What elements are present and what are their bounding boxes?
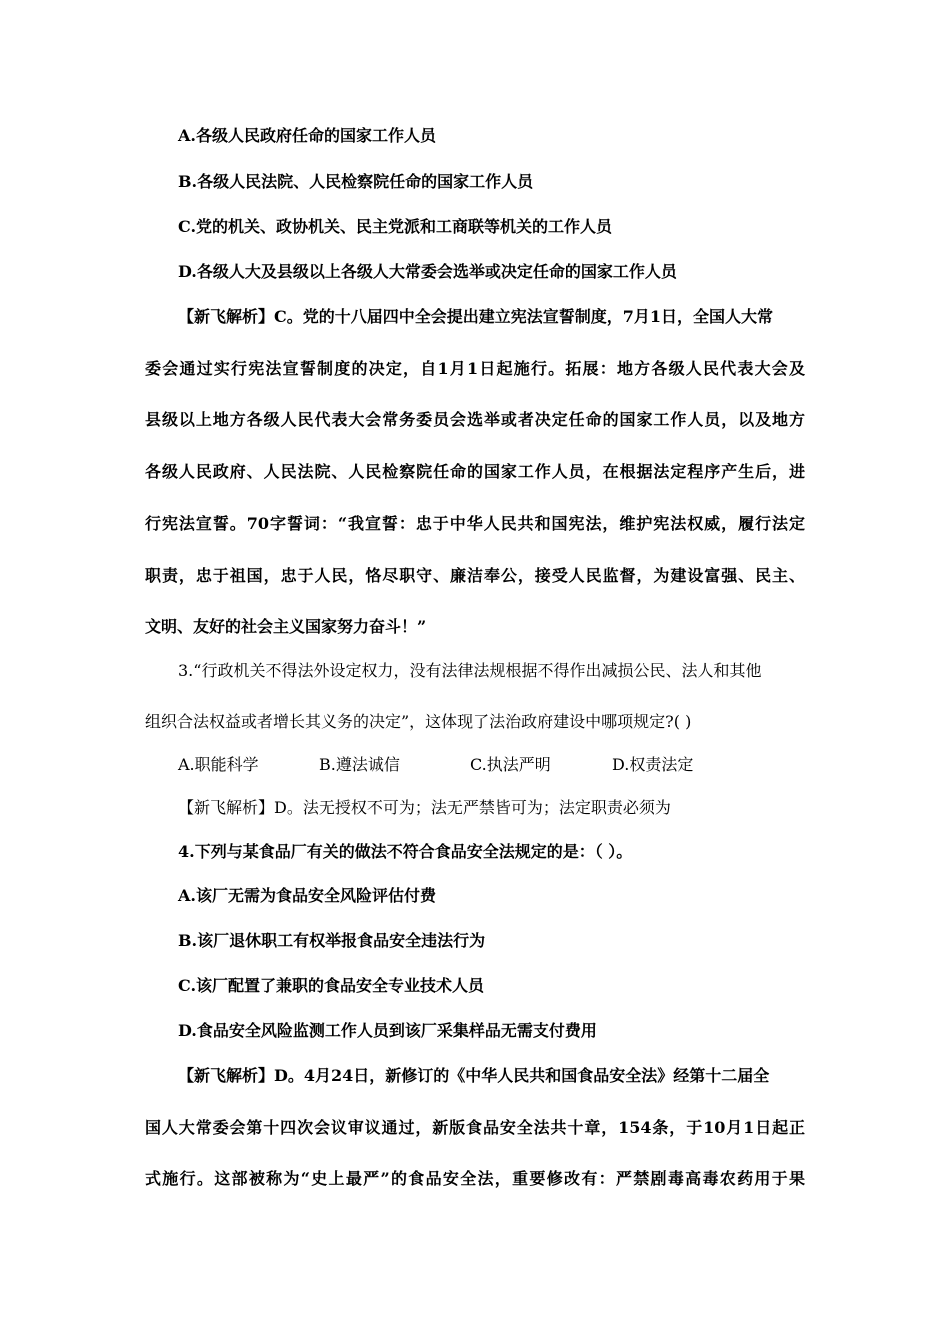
q3-option-d: D.权责法定: [612, 755, 694, 774]
q4-option-c: C.该厂配置了兼职的食品安全专业技术人员: [178, 976, 485, 995]
q3-stem: 组织合法权益或者增长其义务的决定”，这体现了法治政府建设中哪项规定?( ): [145, 712, 692, 731]
q4-option-d: D.食品安全风险监测工作人员到该厂采集样品无需支付费用: [178, 1021, 597, 1040]
q2-analysis-line: 【新飞解析】C。党的十八届四中全会提出建立宪法宣誓制度，7月1日，全国人大常: [178, 307, 774, 326]
q4-option-b: B.该厂退休职工有权举报食品安全违法行为: [178, 931, 486, 950]
q2-option-b: B.各级人民法院、人民检察院任命的国家工作人员: [178, 172, 534, 191]
q2-analysis-line: 职责，忠于祖国，忠于人民，恪尽职守、廉洁奉公，接受人民监督，为建设富强、民主、: [145, 566, 805, 585]
q3-analysis: 【新飞解析】D。法无授权不可为；法无严禁皆可为；法定职责必须为: [178, 798, 671, 817]
q2-option-d: D.各级人大及县级以上各级人大常委会选举或决定任命的国家工作人员: [178, 262, 677, 281]
q3-stem: 3.“行政机关不得法外设定权力，没有法律法规根据不得作出减损公民、法人和其他: [178, 661, 762, 680]
q4-analysis-line: 国人大常委会第十四次会议审议通过，新版食品安全法共十章，154条，于10月1日起正: [145, 1118, 805, 1137]
q2-analysis-line: 各级人民政府、人民法院、人民检察院任命的国家工作人员，在根据法定程序产生后，进: [145, 462, 805, 481]
q3-option-a: A.职能科学: [178, 755, 259, 774]
q4-option-a: A.该厂无需为食品安全风险评估付费: [178, 886, 436, 905]
q2-analysis-line: 文明、友好的社会主义国家努力奋斗！”: [145, 617, 427, 636]
q4-analysis-line: 【新飞解析】D。4月24日，新修订的《中华人民共和国食品安全法》经第十二届全: [178, 1066, 770, 1085]
q2-option-a: A.各级人民政府任命的国家工作人员: [178, 126, 436, 145]
q4-analysis-line: 式施行。这部被称为“史上最严”的食品安全法，重要修改有：严禁剧毒高毒农药用于果: [145, 1169, 805, 1188]
q3-option-b: B.遵法诚信: [319, 755, 400, 774]
q2-analysis-line: 委会通过实行宪法宣誓制度的决定，自1月1日起施行。拓展：地方各级人民代表大会及: [145, 359, 805, 378]
q4-stem: 4.下列与某食品厂有关的做法不符合食品安全法规定的是：（ ）。: [178, 842, 633, 861]
q2-option-c: C.党的机关、政协机关、民主党派和工商联等机关的工作人员: [178, 217, 613, 236]
q2-analysis-line: 行宪法宣誓。70字誓词：“我宣誓：忠于中华人民共和国宪法，维护宪法权威，履行法定: [145, 514, 805, 533]
q2-analysis-line: 县级以上地方各级人民代表大会常务委员会选举或者决定任命的国家工作人员，以及地方: [145, 410, 805, 429]
q3-option-c: C.执法严明: [470, 755, 551, 774]
